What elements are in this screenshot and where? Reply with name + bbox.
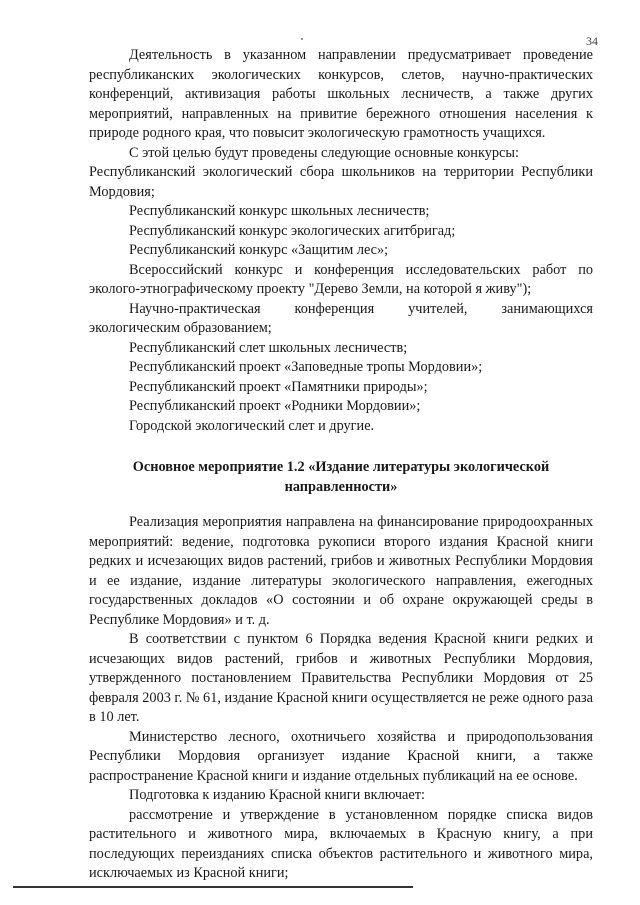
section-contests — [89, 46, 593, 436]
section-heading: Основное мероприятие 1.2 «Издание литературы экологической направленности» — [132, 459, 550, 495]
paragraph: Городской экологический слет и другие. — [129, 417, 375, 434]
paragraph: Республиканский конкурс школьных лесничеств; — [129, 203, 430, 219]
page-number: 34 — [586, 34, 598, 48]
paragraph: Деятельность в указанном направлении предусматривает проведение республиканских экологических конкурсов, слетов, научно-практических конференций, активизация работы школьных лесничеств, а также других мероприятий, направленных на привитие бережного отношения населения к природе родного края, что повысит экологическую грамотность учащихся. — [89, 47, 593, 141]
paragraph: рассмотрение и утверждение в установленном порядке списка видов растительного и животного мира, включаемых в Красную книгу, а при последующих переизданиях списка объектов растительного и животного мира, исключаемых из Красной книги; — [89, 806, 593, 881]
paragraph: С этой целью будут проведены следующие основные конкурсы: — [129, 144, 519, 161]
section-literature — [89, 513, 593, 884]
scan-dot — [301, 38, 303, 40]
paragraph: Республиканский слет школьных лесничеств; — [129, 339, 408, 356]
paragraph: Республиканский проект «Заповедные тропы Мордовии»; — [129, 359, 483, 375]
paragraph: В соответствии с пунктом 6 Порядка ведения Красной книги редких и исчезающих видов растений, грибов и животных Республики Мордовия, утвержденного постановлением Правительства Республики Мордовия от 25 февраля 2003 г. № 61, издание Красной книги осуществляется не реже одного раза в 10 лет. — [89, 631, 593, 725]
paragraph: Республиканский конкурс «Защитим лес»; — [129, 242, 389, 258]
paragraph: Реализация мероприятия направлена на финансирование природоохранных мероприятий: ведение, подготовка рукописи второго издания Красной книги редких и исчезающих видов растений, грибов и животных Республики Мордовия и ее издание, издание литературы экологического направления, ежегодных государственных докладов «О состоянии и об охране окружающей среды в Республике Мордовия» и т. д. — [89, 514, 593, 628]
paragraph: Всероссийский конкурс и конференция исследовательских работ по эколого-этнографическому проекту "Дерево Земли, на которой я живу"); — [89, 261, 593, 297]
paragraph: Республиканский проект «Родники Мордовии»; — [129, 398, 421, 414]
paragraph: Подготовка к изданию Красной книги включает: — [129, 787, 425, 803]
paragraph: Республиканский экологический сбора школьников на территории Республики Мордовия; — [89, 164, 593, 200]
paragraph: Научно-практическая конференция учителей, занимающихся экологическим образованием; — [89, 300, 593, 336]
paragraph: Министерство лесного, охотничьего хозяйства и природопользования Республики Мордовия организует издание Красной книги, а также распространение Красной книги и издание отдельных публикаций на ее основе. — [89, 728, 593, 784]
paragraph: Республиканский конкурс экологических агитбригад; — [129, 222, 456, 239]
document-body — [89, 46, 593, 884]
paragraph: Республиканский проект «Памятники природы»; — [129, 378, 428, 395]
footer-rule — [13, 886, 413, 888]
